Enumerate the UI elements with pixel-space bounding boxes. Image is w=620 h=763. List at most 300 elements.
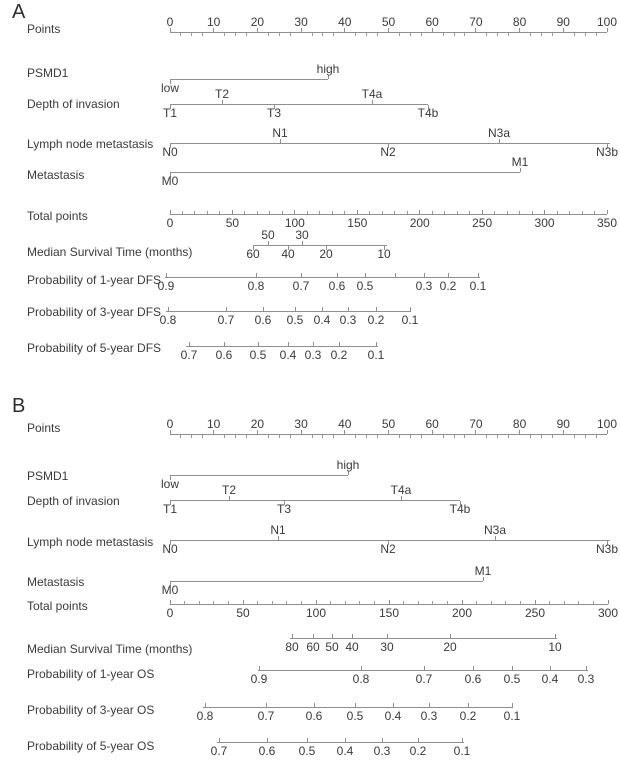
a-psmd1-tick-label: low	[160, 81, 180, 95]
b-points-tick-label: 20	[250, 417, 265, 431]
a-points-tick-label: 10	[207, 15, 221, 29]
a-points-tick-label: 70	[469, 15, 483, 29]
b-total-points-minor-tick	[272, 601, 273, 604]
a-depth-of-invasion-axis-line	[170, 104, 428, 105]
b-points-minor-tick	[333, 435, 334, 438]
b-total-points-minor-tick	[432, 601, 433, 604]
a-total-points-minor-tick	[532, 211, 533, 214]
b-points-minor-tick	[322, 435, 323, 438]
b-prob-5yr-os-tick-label: 0.7	[210, 744, 228, 758]
a-prob-1yr-dfs-tick	[478, 273, 479, 277]
a-prob-5yr-dfs-tick-label: 0.2	[330, 348, 348, 362]
b-prob-1yr-os-tick-label: 0.6	[464, 672, 482, 686]
a-total-points-minor-tick	[569, 211, 570, 214]
b-points-minor-tick	[530, 435, 531, 438]
b-prob-5yr-os-tick	[418, 738, 419, 742]
b-prob-5yr-os-tick-label: 0.5	[298, 744, 316, 758]
a-median-survival-time-tick-label: 30	[295, 228, 309, 242]
b-prob-5yr-os-tick	[345, 738, 346, 742]
b-psmd1-axis-line	[170, 475, 348, 476]
a-prob-1yr-dfs-tick-label: 0.1	[469, 279, 487, 293]
a-total-points-minor-tick	[182, 211, 183, 214]
a-prob-5yr-dfs-tick-label: 0.1	[367, 348, 385, 362]
a-lymph-node-metastasis-axis-line	[170, 143, 610, 144]
b-total-points-minor-tick	[578, 601, 579, 604]
b-prob-3yr-os-tick	[429, 703, 430, 707]
b-total-points-minor-tick	[345, 601, 346, 604]
b-points-minor-tick	[552, 435, 553, 438]
b-total-points-minor-tick	[301, 601, 302, 604]
b-prob-1yr-os-tick	[586, 666, 587, 670]
b-total-points-minor-tick	[491, 601, 492, 604]
b-total-points-minor-tick	[418, 601, 419, 604]
a-points-tick-label: 100	[596, 15, 618, 29]
a-metastasis-tick-label: M1	[511, 155, 529, 169]
a-prob-1yr-dfs-tick-label: 0.7	[292, 279, 310, 293]
a-prob-1yr-dfs-tick-label: 0.9	[157, 279, 175, 293]
a-prob-1yr-dfs-tick	[448, 273, 449, 277]
a-prob-1yr-dfs-tick	[166, 273, 167, 277]
a-total-points-minor-tick	[282, 211, 283, 214]
b-total-points-tick	[170, 600, 171, 604]
a-total-points-minor-tick	[494, 211, 495, 214]
b-points-minor-tick	[574, 435, 575, 438]
a-total-points-tick	[607, 210, 608, 214]
b-points-tick-label: 50	[381, 417, 396, 431]
b-median-survival-time-row-label: Median Survival Time (months)	[27, 642, 193, 656]
a-total-points-minor-tick	[319, 211, 320, 214]
b-prob-3yr-os-tick-label: 0.1	[503, 709, 521, 723]
a-depth-of-invasion-tick-label: T4a	[361, 87, 383, 101]
a-prob-3yr-dfs-tick-label: 0.8	[159, 313, 177, 327]
b-points-minor-tick	[497, 435, 498, 438]
a-points-minor-tick	[333, 33, 334, 36]
a-prob-3yr-dfs-row-label: Probability of 3-year DFS	[27, 305, 162, 319]
a-lymph-node-metastasis-tick-label: N2	[380, 145, 396, 159]
b-points-minor-tick	[268, 435, 269, 438]
b-median-survival-time-tick	[313, 634, 314, 638]
b-median-survival-time-tick-label: 50	[325, 640, 339, 654]
b-points-minor-tick	[202, 435, 203, 438]
b-total-points-tick	[608, 600, 609, 604]
a-prob-1yr-dfs-tick	[256, 273, 257, 277]
a-points-minor-tick	[596, 33, 597, 36]
a-points-minor-tick	[322, 33, 323, 36]
a-prob-1yr-dfs-tick-label: 0.2	[439, 279, 457, 293]
a-total-points-minor-tick	[582, 211, 583, 214]
b-depth-of-invasion-tick-label: T4a	[390, 483, 412, 497]
b-median-survival-time-tick-label: 20	[443, 640, 457, 654]
a-total-points-tick	[357, 210, 358, 214]
b-prob-5yr-os-tick	[462, 738, 463, 742]
b-median-survival-time-tick	[292, 634, 293, 638]
b-points-minor-tick	[366, 435, 367, 438]
a-metastasis-tick-label: M0	[161, 174, 179, 188]
b-points-minor-tick	[508, 435, 509, 438]
a-prob-1yr-dfs-tick	[395, 273, 396, 277]
a-prob-1yr-dfs-tick-label: 0.8	[247, 279, 265, 293]
b-prob-1yr-os-tick	[550, 666, 551, 670]
a-prob-3yr-dfs-tick	[348, 307, 349, 311]
a-depth-of-invasion-tick-label: T1	[162, 106, 178, 120]
a-points-minor-tick	[312, 33, 313, 36]
b-points-minor-tick	[443, 435, 444, 438]
b-total-points-minor-tick	[257, 601, 258, 604]
b-points-minor-tick	[224, 435, 225, 438]
a-prob-5yr-dfs-tick-label: 0.6	[215, 348, 233, 362]
b-points-minor-tick	[541, 435, 542, 438]
a-lymph-node-metastasis-tick-label: N1	[272, 126, 288, 140]
b-points-tick-label: 60	[425, 417, 439, 431]
b-depth-of-invasion-tick-label: T4b	[449, 502, 471, 516]
a-median-survival-time-tick-label: 60	[246, 247, 260, 261]
a-prob-3yr-dfs-tick	[168, 307, 169, 311]
a-points-tick-label: 60	[425, 15, 439, 29]
b-prob-3yr-os-tick-label: 0.7	[257, 709, 275, 723]
a-psmd1-row-label: PSMD1	[27, 66, 69, 80]
b-points-minor-tick	[585, 435, 586, 438]
a-total-points-tick-label: 0	[166, 216, 174, 230]
b-prob-1yr-os-tick-label: 0.3	[577, 672, 595, 686]
b-total-points-minor-tick	[447, 601, 448, 604]
b-prob-3yr-os-tick-label: 0.8	[196, 709, 214, 723]
a-prob-5yr-dfs-tick-label: 0.3	[304, 348, 322, 362]
a-prob-5yr-dfs-tick-label: 0.5	[249, 348, 267, 362]
b-points-minor-tick	[355, 435, 356, 438]
b-depth-of-invasion-tick-label: T3	[276, 502, 292, 516]
a-points-tick-label: 20	[250, 15, 265, 29]
a-total-points-minor-tick	[507, 211, 508, 214]
a-points-minor-tick	[180, 33, 181, 36]
b-prob-5yr-os-tick-label: 0.1	[453, 744, 471, 758]
b-median-survival-time-tick	[387, 634, 388, 638]
a-points-minor-tick	[377, 33, 378, 36]
b-total-points-tick-label: 250	[524, 606, 546, 620]
a-prob-1yr-dfs-tick	[301, 273, 302, 277]
a-total-points-tick	[232, 210, 233, 214]
b-points-row-label: Points	[27, 421, 61, 435]
b-depth-of-invasion-tick-label: T1	[162, 502, 178, 516]
a-points-minor-tick	[486, 33, 487, 36]
a-prob-3yr-dfs-tick-label: 0.7	[217, 313, 235, 327]
b-total-points-tick	[535, 600, 536, 604]
b-depth-of-invasion-axis-line	[170, 500, 460, 501]
b-points-tick-label: 10	[207, 417, 221, 431]
a-prob-1yr-dfs-tick	[337, 273, 338, 277]
b-points-minor-tick	[399, 435, 400, 438]
a-prob-3yr-dfs-tick	[322, 307, 323, 311]
b-metastasis-tick-label: M0	[161, 583, 179, 597]
a-total-points-tick	[170, 210, 171, 214]
a-points-minor-tick	[410, 33, 411, 36]
b-prob-3yr-os-tick-label: 0.5	[346, 709, 364, 723]
a-prob-3yr-dfs-tick-label: 0.3	[339, 313, 357, 327]
b-prob-1yr-os-tick-label: 0.7	[415, 672, 433, 686]
b-prob-1yr-os-tick-label: 0.4	[541, 672, 559, 686]
a-median-survival-time-tick-label: 40	[281, 247, 295, 261]
a-total-points-tick	[544, 210, 545, 214]
b-prob-1yr-os-tick	[512, 666, 513, 670]
a-total-points-minor-tick	[519, 211, 520, 214]
b-prob-3yr-os-tick	[393, 703, 394, 707]
b-psmd1-tick-label: low	[160, 477, 180, 491]
a-points-minor-tick	[443, 33, 444, 36]
a-prob-5yr-dfs-tick	[339, 342, 340, 346]
b-prob-5yr-os-tick	[219, 738, 220, 742]
a-prob-1yr-dfs-tick-label: 0.3	[415, 279, 433, 293]
a-depth-of-invasion-tick-label: T3	[266, 106, 282, 120]
a-points-minor-tick	[202, 33, 203, 36]
a-total-points-tick-label: 100	[284, 216, 305, 230]
a-total-points-axis-line	[170, 214, 607, 215]
b-median-survival-time-tick	[332, 634, 333, 638]
b-total-points-minor-tick	[403, 601, 404, 604]
a-prob-5yr-dfs-tick	[189, 342, 190, 346]
a-total-points-minor-tick	[369, 211, 370, 214]
b-points-minor-tick	[421, 435, 422, 438]
b-median-survival-time-tick	[352, 634, 353, 638]
b-prob-1yr-os-tick-label: 0.8	[352, 672, 370, 686]
b-prob-5yr-os-tick-label: 0.2	[409, 744, 427, 758]
a-points-minor-tick	[355, 33, 356, 36]
b-points-tick-label: 0	[166, 417, 174, 431]
b-median-survival-time-tick	[555, 634, 556, 638]
b-prob-1yr-os-tick	[424, 666, 425, 670]
b-median-survival-time-tick-label: 30	[380, 640, 394, 654]
panel-label-a: A	[12, 1, 26, 23]
b-metastasis-tick-label: M1	[474, 564, 492, 578]
b-prob-3yr-os-tick-label: 0.3	[420, 709, 438, 723]
b-median-survival-time-tick	[450, 634, 451, 638]
a-points-minor-tick	[399, 33, 400, 36]
a-median-survival-time-tick-label: 10	[377, 247, 391, 261]
b-points-tick-label: 40	[338, 417, 352, 431]
b-total-points-tick	[316, 600, 317, 604]
b-total-points-minor-tick	[359, 601, 360, 604]
a-points-row-label: Points	[27, 22, 61, 36]
a-total-points-minor-tick	[194, 211, 195, 214]
a-prob-3yr-dfs-tick-label: 0.4	[313, 313, 331, 327]
a-total-points-tick-label: 250	[472, 216, 493, 230]
a-prob-1yr-dfs-tick-label: 0.5	[356, 279, 374, 293]
a-psmd1-axis-line	[170, 79, 328, 80]
b-psmd1-tick-label: high	[336, 458, 360, 472]
b-lymph-node-metastasis-tick-label: N3a	[483, 523, 507, 537]
a-total-points-row-label: Total points	[27, 209, 88, 223]
b-prob-5yr-os-tick	[307, 738, 308, 742]
a-total-points-minor-tick	[257, 211, 258, 214]
b-points-minor-tick	[191, 435, 192, 438]
a-total-points-minor-tick	[469, 211, 470, 214]
b-prob-3yr-os-axis-line	[203, 707, 513, 708]
a-lymph-node-metastasis-tick-label: N0	[162, 145, 178, 159]
a-total-points-tick-label: 300	[534, 216, 555, 230]
a-points-tick-label: 50	[381, 15, 396, 29]
a-total-points-tick-label: 350	[596, 216, 618, 230]
b-points-tick-label: 30	[294, 417, 308, 431]
b-points-tick-label: 90	[556, 417, 570, 431]
a-prob-3yr-dfs-tick	[376, 307, 377, 311]
a-total-points-minor-tick	[344, 211, 345, 214]
b-prob-1yr-os-tick-label: 0.9	[250, 672, 268, 686]
b-total-points-minor-tick	[520, 601, 521, 604]
b-lymph-node-metastasis-tick-label: N0	[162, 542, 178, 556]
a-points-tick-label: 40	[338, 15, 352, 29]
b-prob-1yr-os-row-label: Probability of 1-year OS	[27, 667, 155, 681]
b-total-points-tick	[462, 600, 463, 604]
a-total-points-minor-tick	[382, 211, 383, 214]
b-metastasis-row-label: Metastasis	[27, 575, 85, 589]
b-prob-5yr-os-tick-label: 0.3	[373, 744, 391, 758]
a-prob-5yr-dfs-tick	[376, 342, 377, 346]
b-total-points-tick-label: 0	[166, 606, 174, 620]
a-total-points-minor-tick	[557, 211, 558, 214]
b-points-minor-tick	[410, 435, 411, 438]
a-points-minor-tick	[279, 33, 280, 36]
a-total-points-minor-tick	[219, 211, 220, 214]
a-points-minor-tick	[497, 33, 498, 36]
b-prob-5yr-os-tick-label: 0.4	[336, 744, 354, 758]
b-prob-1yr-os-tick	[473, 666, 474, 670]
a-points-tick-label: 80	[512, 15, 527, 29]
a-prob-3yr-dfs-tick-label: 0.5	[286, 313, 304, 327]
b-prob-3yr-os-tick	[355, 703, 356, 707]
b-total-points-minor-tick	[184, 601, 185, 604]
a-points-minor-tick	[290, 33, 291, 36]
b-prob-3yr-os-tick	[468, 703, 469, 707]
a-points-minor-tick	[191, 33, 192, 36]
a-total-points-tick	[482, 210, 483, 214]
a-total-points-minor-tick	[269, 211, 270, 214]
a-prob-1yr-dfs-row-label: Probability of 1-year DFS	[27, 273, 162, 287]
a-points-minor-tick	[552, 33, 553, 36]
b-prob-5yr-os-tick	[382, 738, 383, 742]
b-total-points-tick-label: 300	[597, 606, 619, 620]
a-prob-3yr-dfs-tick-label: 0.2	[367, 313, 385, 327]
a-prob-1yr-dfs-tick-label: 0.6	[328, 279, 346, 293]
a-metastasis-row-label: Metastasis	[27, 168, 85, 182]
b-depth-of-invasion-tick-label: T2	[221, 483, 237, 497]
a-points-minor-tick	[366, 33, 367, 36]
a-depth-of-invasion-row-label: Depth of invasion	[27, 97, 120, 111]
b-prob-3yr-os-row-label: Probability of 3-year OS	[27, 703, 155, 717]
a-total-points-minor-tick	[207, 211, 208, 214]
b-points-minor-tick	[312, 435, 313, 438]
a-prob-5yr-dfs-tick	[224, 342, 225, 346]
b-total-points-minor-tick	[476, 601, 477, 604]
a-prob-1yr-dfs-axis-line	[165, 277, 480, 278]
b-median-survival-time-tick-label: 10	[548, 640, 562, 654]
a-lymph-node-metastasis-row-label: Lymph node metastasis	[27, 137, 154, 151]
a-prob-3yr-dfs-tick-label: 0.1	[401, 313, 419, 327]
a-prob-3yr-dfs-tick	[410, 307, 411, 311]
b-prob-3yr-os-tick	[512, 703, 513, 707]
b-total-points-minor-tick	[564, 601, 565, 604]
a-prob-1yr-dfs-tick	[424, 273, 425, 277]
b-prob-3yr-os-tick-label: 0.6	[305, 709, 323, 723]
a-points-minor-tick	[541, 33, 542, 36]
b-points-tick-label: 80	[512, 417, 527, 431]
a-points-minor-tick	[585, 33, 586, 36]
b-points-tick-label: 100	[596, 417, 618, 431]
a-prob-5yr-dfs-tick	[313, 342, 314, 346]
b-total-points-tick	[243, 600, 244, 604]
a-psmd1-tick-label: high	[316, 62, 340, 76]
a-median-survival-time-axis-line	[253, 245, 387, 246]
a-lymph-node-metastasis-tick-label: N3b	[595, 145, 619, 159]
b-prob-3yr-os-tick	[205, 703, 206, 707]
a-points-minor-tick	[574, 33, 575, 36]
a-total-points-minor-tick	[332, 211, 333, 214]
a-depth-of-invasion-tick-label: T2	[214, 87, 230, 101]
b-total-points-minor-tick	[593, 601, 594, 604]
a-total-points-tick-label: 150	[347, 216, 368, 230]
b-prob-1yr-os-tick-label: 0.5	[503, 672, 521, 686]
b-total-points-minor-tick	[228, 601, 229, 604]
b-total-points-tick-label: 50	[236, 606, 250, 620]
a-prob-5yr-dfs-tick-label: 0.7	[180, 348, 198, 362]
b-lymph-node-metastasis-tick-label: N1	[270, 523, 286, 537]
b-prob-3yr-os-tick	[314, 703, 315, 707]
a-median-survival-time-row-label: Median Survival Time (months)	[27, 245, 193, 259]
b-points-minor-tick	[246, 435, 247, 438]
b-points-minor-tick	[290, 435, 291, 438]
a-total-points-tick	[419, 210, 420, 214]
a-points-minor-tick	[235, 33, 236, 36]
b-lymph-node-metastasis-tick-label: N2	[380, 542, 396, 556]
b-prob-5yr-os-row-label: Probability of 5-year OS	[27, 739, 155, 753]
b-prob-1yr-os-axis-line	[258, 670, 588, 671]
b-total-points-minor-tick	[213, 601, 214, 604]
b-lymph-node-metastasis-row-label: Lymph node metastasis	[27, 535, 154, 549]
a-median-survival-time-tick-label: 20	[319, 247, 333, 261]
b-prob-3yr-os-tick-label: 0.2	[459, 709, 477, 723]
b-median-survival-time-axis-line	[290, 638, 557, 639]
a-lymph-node-metastasis-tick-label: N3a	[487, 126, 511, 140]
a-total-points-minor-tick	[444, 211, 445, 214]
a-total-points-tick-label: 200	[409, 216, 430, 230]
a-total-points-minor-tick	[457, 211, 458, 214]
b-lymph-node-metastasis-tick-label: N3b	[595, 542, 619, 556]
b-prob-3yr-os-tick	[266, 703, 267, 707]
b-prob-5yr-os-tick	[267, 738, 268, 742]
a-points-minor-tick	[530, 33, 531, 36]
a-points-minor-tick	[268, 33, 269, 36]
b-prob-1yr-os-tick	[259, 666, 260, 670]
b-psmd1-row-label: PSMD1	[27, 469, 69, 483]
a-points-minor-tick	[454, 33, 455, 36]
b-points-minor-tick	[279, 435, 280, 438]
a-depth-of-invasion-tick-label: T4b	[417, 106, 439, 120]
b-total-points-tick-label: 200	[451, 606, 473, 620]
b-total-points-tick	[389, 600, 390, 604]
a-prob-5yr-dfs-axis-line	[186, 346, 378, 347]
b-total-points-row-label: Total points	[27, 599, 88, 613]
a-points-tick-label: 30	[294, 15, 308, 29]
a-total-points-minor-tick	[394, 211, 395, 214]
b-prob-5yr-os-tick-label: 0.6	[258, 744, 276, 758]
a-prob-3yr-dfs-axis-line	[166, 311, 411, 312]
b-total-points-tick-label: 150	[378, 606, 400, 620]
a-prob-3yr-dfs-tick	[226, 307, 227, 311]
a-total-points-minor-tick	[432, 211, 433, 214]
a-total-points-tick	[294, 210, 295, 214]
b-points-minor-tick	[464, 435, 465, 438]
panel-label-b: B	[12, 395, 26, 417]
b-points-minor-tick	[180, 435, 181, 438]
a-prob-1yr-dfs-tick	[365, 273, 366, 277]
a-prob-5yr-dfs-tick-label: 0.4	[279, 348, 297, 362]
